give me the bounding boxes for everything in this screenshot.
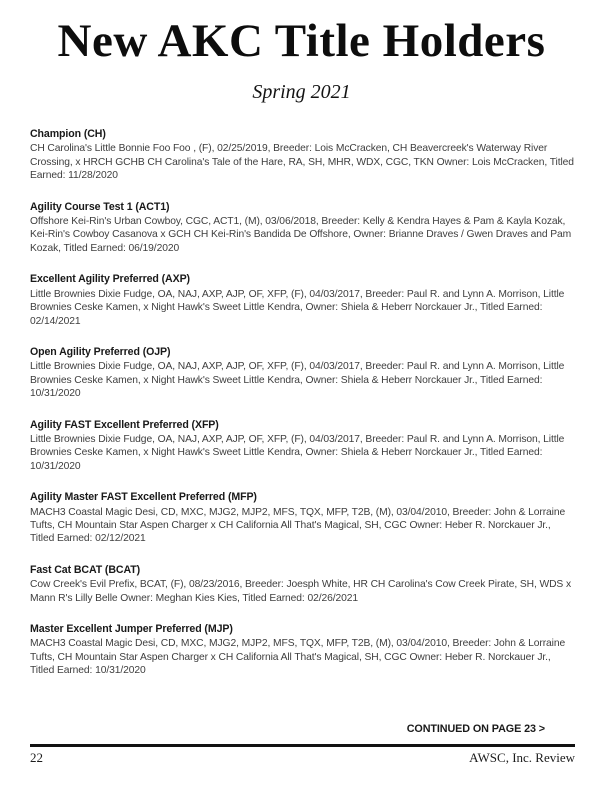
section-body: Offshore Kei-Rin's Urban Cowboy, CGC, ACT1, (M), 03/06/2018, Breeder: Kelly & Kendra Hayes & Pam & Kayla Kozak, Kei-Rin's Cowboy Casanova x GCH CH Kei-Rin's Bandida De Offshore, Owner: Brianne Draves / Gwen Draves and Pam Kozak, Titled Earned: 06/19/2020: [30, 216, 572, 254]
section-champion-ch: [30, 128, 575, 183]
section-mfp: [30, 491, 575, 546]
section-heading: Agility Course Test 1 (ACT1): [30, 200, 170, 213]
page-number: 22: [30, 750, 43, 765]
section-heading: Open Agility Preferred (OJP): [30, 345, 171, 358]
section-xfp: [30, 419, 575, 474]
footer-row: [0, 747, 603, 766]
section-bcat: [30, 564, 575, 605]
section-ojp: [30, 346, 575, 401]
section-act1: [30, 201, 575, 256]
masthead: [0, 0, 603, 104]
section-body: MACH3 Coastal Magic Desi, CD, MXC, MJG2, MJP2, MFS, TQX, MFP, T2B, (M), 03/04/2010, Breeder: John & Lorraine Tufts, CH Mountain Star Aspen Charger x CH California All That's Magical, SH, CGC Owner: Heber R. Norckauer Jr., Titled Earned: 10/31/2020: [30, 638, 566, 677]
section-body: MACH3 Coastal Magic Desi, CD, MXC, MJG2, MJP2, MFS, TQX, MFP, T2B, (M), 03/04/2010, Breeder: John & Lorraine Tufts, CH Mountain Star Aspen Charger x CH California All That's Magical, SH, CGC Owner: Heber R. Norckauer Jr., Titled Earned: 02/12/2021: [30, 506, 566, 545]
section-heading: Agility FAST Excellent Preferred (XFP): [30, 418, 219, 431]
section-body: Little Brownies Dixie Fudge, OA, NAJ, AXP, AJP, OF, XFP, (F), 04/03/2017, Breeder: Paul R. and Lynn A. Morrison, Little Brownies Ceske Kamen, x Night Hawk's Sweet Little Kendra, Owner: Shiela & Heberr Norckauer Jr., Titled Earned: 10/31/2020: [30, 361, 565, 400]
page-title: New AKC Title Holders: [57, 15, 546, 67]
section-body: CH Carolina's Little Bonnie Foo Foo , (F), 02/25/2019, Breeder: Lois McCracken, CH Beavercreek's Waterway River Crossing, x HRCH GCHB CH Carolina's Tale of the Hare, RA, SH, MHR, WDX, CGC, TKN Owner: Lois McCracken, Titled Earned: 11/28/2020: [30, 143, 574, 182]
section-axp: [30, 273, 575, 328]
page-subtitle: Spring 2021: [252, 81, 351, 104]
section-heading: Champion (CH): [30, 128, 106, 141]
section-mjp: [30, 623, 575, 678]
section-heading: Excellent Agility Preferred (AXP): [30, 273, 190, 286]
publication-name: AWSC, Inc. Review: [469, 750, 575, 765]
continued-notice: CONTINUED ON PAGE 23 >: [406, 723, 545, 735]
section-body: Little Brownies Dixie Fudge, OA, NAJ, AXP, AJP, OF, XFP, (F), 04/03/2017, Breeder: Paul R. and Lynn A. Morrison, Little Brownies Ceske Kamen, x Night Hawk's Sweet Little Kendra, Owner: Shiela & Heberr Norckauer Jr., Titled Earned: 10/31/2020: [30, 433, 565, 472]
page-footer: [0, 723, 603, 766]
section-body: Little Brownies Dixie Fudge, OA, NAJ, AXP, AJP, OF, XFP, (F), 04/03/2017, Breeder: Paul R. and Lynn A. Morrison, Little Brownies Ceske Kamen, x Night Hawk's Sweet Little Kendra, Owner: Shiela & Heberr Norckauer Jr., Titled Earned: 02/14/2021: [30, 288, 565, 327]
section-heading: Fast Cat BCAT (BCAT): [30, 563, 141, 576]
section-heading: Agility Master FAST Excellent Preferred (MFP): [30, 491, 257, 504]
title-holder-listings: [0, 104, 603, 678]
section-heading: Master Excellent Jumper Preferred (MJP): [30, 623, 233, 636]
section-body: Cow Creek's Evil Prefix, BCAT, (F), 08/23/2016, Breeder: Joesph White, HR CH Carolina's Cow Creek Pirate, SH, WDS x Mann R's Lilly Belle Owner: Meghan Kies Kies, Titled Earned: 02/26/2021: [30, 579, 572, 604]
